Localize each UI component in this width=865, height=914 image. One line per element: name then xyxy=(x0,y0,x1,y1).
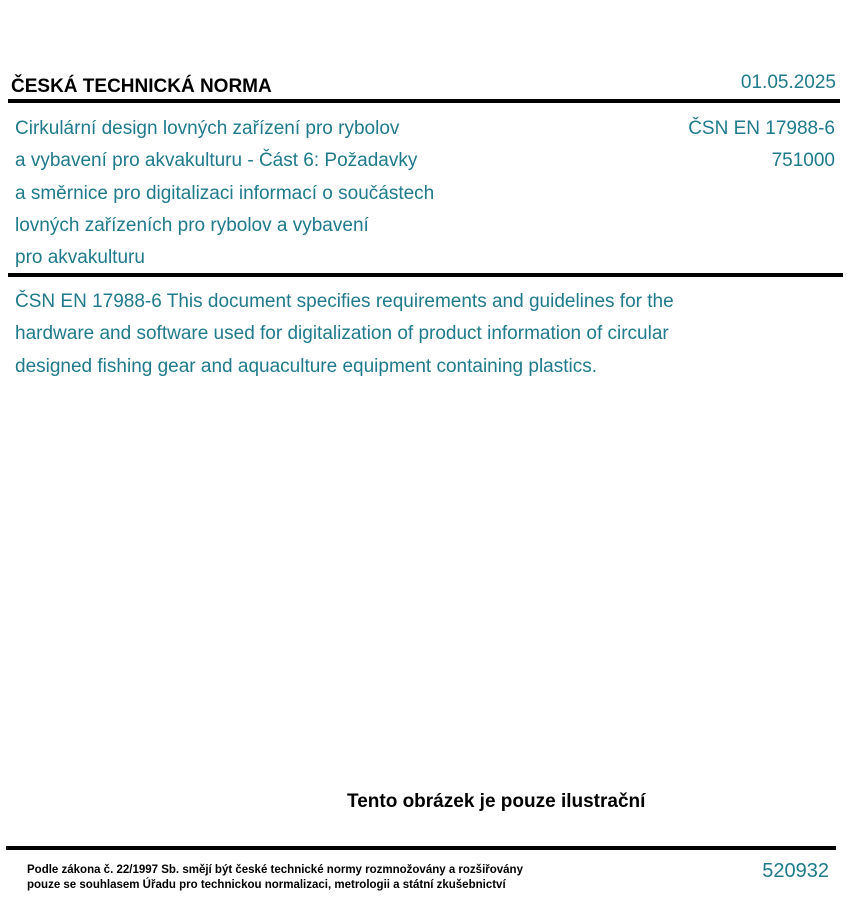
abstract-line: ČSN EN 17988-6 This document specifies requirements and guidelines for the xyxy=(15,291,674,312)
abstract-line: designed fishing gear and aquaculture equipment containing plastics. xyxy=(15,355,598,377)
abstract-line: hardware and software used for digitalization of product information of circular xyxy=(15,323,669,345)
legal-line: Podle zákona č. 22/1997 Sb. smějí být české technické normy rozmnožovány a rozšiřovány xyxy=(27,864,523,876)
document-header-title: ČESKÁ TECHNICKÁ NORMA xyxy=(11,76,272,97)
document-title xyxy=(15,113,535,274)
header-divider xyxy=(8,99,840,103)
catalog-number: 520932 xyxy=(762,860,829,882)
footer-divider xyxy=(6,846,836,850)
standard-identifiers xyxy=(688,113,835,178)
standard-number: ČSN EN 17988-6 xyxy=(688,118,835,139)
title-line: pro akvakulturu xyxy=(15,247,145,269)
title-line: Cirkulární design lovných zařízení pro rybolov xyxy=(15,118,400,139)
title-line: lovných zařízeních pro rybolov a vybavení xyxy=(15,214,369,236)
legal-notice xyxy=(27,863,523,893)
illustration-note: Tento obrázek je pouze ilustrační xyxy=(347,791,646,812)
title-line: a směrnice pro digitalizaci informací o součástech xyxy=(15,182,435,204)
publication-date: 01.05.2025 xyxy=(740,72,836,93)
title-line: a vybavení pro akvakulturu - Část 6: Požadavky xyxy=(15,150,418,172)
legal-line: pouze se souhlasem Úřadu pro technickou normalizaci, metrologii a státní zkušebnictví xyxy=(27,879,506,891)
title-divider xyxy=(8,273,843,277)
class-code: 751000 xyxy=(771,150,835,172)
document-abstract xyxy=(15,286,815,383)
